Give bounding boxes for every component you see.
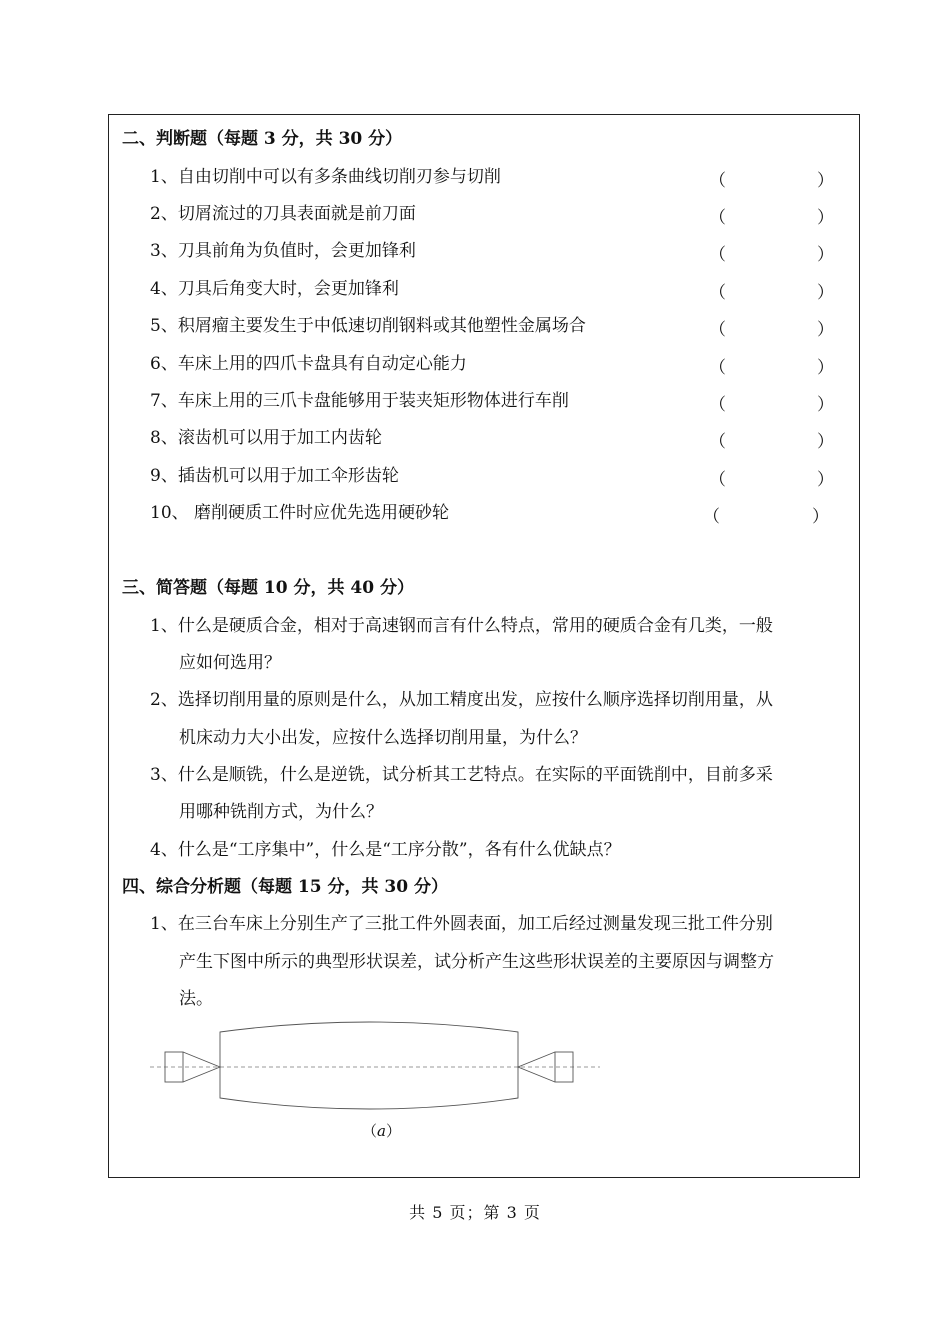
analysis-q1: 1、在三台车床上分别生产了三批工件外圆表面，加工后经过测量发现三批工件分别 xyxy=(150,914,773,934)
answer-paren-close: ） xyxy=(817,395,834,415)
answer-paren-open: （ xyxy=(709,283,726,303)
answer-paren-open: （ xyxy=(709,470,726,490)
short-answer-q1: 1、什么是硬质合金，相对于高速钢而言有什么特点，常用的硬质合金有几类，一般 xyxy=(150,616,773,636)
answer-paren-open: （ xyxy=(709,432,726,452)
workpiece-diagram xyxy=(150,1012,600,1122)
answer-paren-open: （ xyxy=(709,358,726,378)
answer-paren-open: （ xyxy=(709,171,726,191)
page-footer: 共 5 页；第 3 页 xyxy=(409,1203,541,1222)
answer-paren-close: ） xyxy=(817,171,834,191)
section4-heading: 四、综合分析题（每题 15 分，共 30 分） xyxy=(122,877,448,897)
figure-caption: （a） xyxy=(362,1122,401,1140)
true-false-item: 5、积屑瘤主要发生于中低速切削钢料或其他塑性金属场合 xyxy=(150,316,586,336)
analysis-q1-cont: 产生下图中所示的典型形状误差，试分析产生这些形状误差的主要原因与调整方 xyxy=(179,952,774,972)
true-false-item: 3、刀具前角为负值时，会更加锋利 xyxy=(150,241,416,261)
answer-paren-close: ） xyxy=(817,208,834,228)
true-false-item: 7、车床上用的三爪卡盘能够用于装夹矩形物体进行车削 xyxy=(150,391,569,411)
short-answer-q4: 4、什么是“工序集中”，什么是“工序分散”，各有什么优缺点？ xyxy=(150,840,621,860)
answer-paren-open: （ xyxy=(709,208,726,228)
answer-paren-close: ） xyxy=(817,470,834,490)
answer-paren-close: ） xyxy=(817,283,834,303)
short-answer-q1-cont: 应如何选用？ xyxy=(179,653,281,673)
answer-paren-open: （ xyxy=(709,320,726,340)
answer-paren-close: ） xyxy=(817,245,834,265)
analysis-q1-cont2: 法。 xyxy=(179,989,213,1009)
answer-paren-open: （ xyxy=(709,245,726,265)
short-answer-q3: 3、什么是顺铣，什么是逆铣，试分析其工艺特点。在实际的平面铣削中，目前多采 xyxy=(150,765,773,785)
answer-paren-open: （ xyxy=(703,507,720,527)
true-false-item: 10、 磨削硬质工件时应优先选用硬砂轮 xyxy=(150,503,450,523)
answer-paren-close: ） xyxy=(812,507,829,527)
true-false-item: 9、插齿机可以用于加工伞形齿轮 xyxy=(150,466,399,486)
answer-paren-close: ） xyxy=(817,358,834,378)
short-answer-q3-cont: 用哪种铣削方式，为什么？ xyxy=(179,802,383,822)
answer-paren-open: （ xyxy=(709,395,726,415)
answer-paren-close: ） xyxy=(817,432,834,452)
true-false-item: 8、滚齿机可以用于加工内齿轮 xyxy=(150,428,382,448)
answer-paren-close: ） xyxy=(817,320,834,340)
true-false-item: 6、车床上用的四爪卡盘具有自动定心能力 xyxy=(150,354,467,374)
barrel-workpiece xyxy=(220,1022,518,1109)
true-false-item: 4、刀具后角变大时，会更加锋利 xyxy=(150,279,399,299)
section2-heading: 二、判断题（每题 3 分，共 30 分） xyxy=(122,129,403,149)
true-false-item: 2、切屑流过的刀具表面就是前刀面 xyxy=(150,204,416,224)
section3-heading: 三、简答题（每题 10 分，共 40 分） xyxy=(122,578,414,598)
short-answer-q2: 2、选择切削用量的原则是什么，从加工精度出发，应按什么顺序选择切削用量，从 xyxy=(150,690,773,710)
short-answer-q2-cont: 机床动力大小出发，应按什么选择切削用量，为什么？ xyxy=(179,728,587,748)
true-false-item: 1、自由切削中可以有多条曲线切削刃参与切削 xyxy=(150,167,501,187)
